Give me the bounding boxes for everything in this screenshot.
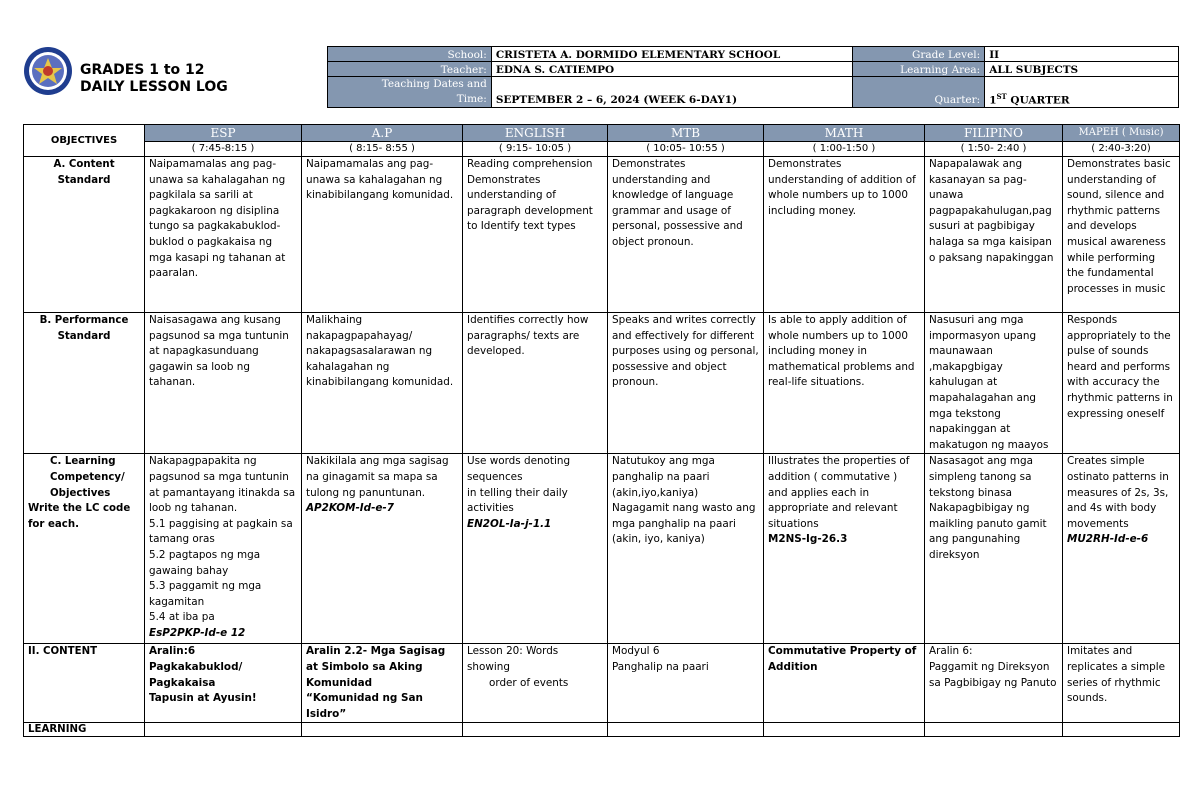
teacher-label: Teacher: (328, 62, 492, 77)
content-standard-mapeh: Demonstrates basic understanding of sound, silence and rhythmic patterns and develops musical awareness while performing the fundamental processes in music (1063, 157, 1180, 313)
learning-english (463, 723, 608, 737)
lc-code-esp: EsP2PKP-Id-e 12 (149, 626, 246, 639)
performance-standard-ap: Malikhaing nakapagpapahayag/ nakapagsasalarawan ng kahalagahan ng kinabibilangang komunidad. (302, 313, 463, 454)
performance-standard-mtb: Speaks and writes correctly and effectively for different purposes using og personal, possessive and object pronoun. (608, 313, 764, 454)
performance-standard-english: Identifies correctly how paragraphs/ texts are developed. (463, 313, 608, 454)
learning-mapeh (1063, 723, 1180, 737)
document-title (80, 62, 228, 96)
content-filipino: Aralin 6: Paggamit ng Direksyon sa Pagbibigay ng Panuto (925, 644, 1063, 723)
performance-standard-filipino: Nasusuri ang mga impormasyon upang maunawaan ,makapgbigay kahulugan at mapahalagahan ang mga tekstong napakinggan at makatugon ng maayos (925, 313, 1063, 454)
grade-level-value: II (985, 47, 1179, 62)
content-standard-filipino: Napapalawak ang kasanayan sa pag-unawa pagpapakahulugan,pag susuri at pagbibigay halaga sa mga kaisipan o paksang napakinggan (925, 157, 1063, 313)
competency-filipino: Nasasagot ang mga simpleng tanong sa tekstong binasa Nakapagbibigay ng maikling panuto gamit ang pangunahing direksyon (925, 454, 1063, 644)
deped-seal-logo (23, 44, 73, 102)
content-mtb: Modyul 6 Panghalip na paari (608, 644, 764, 723)
content-standard-label: A. Content Standard (24, 157, 145, 313)
content-standard-ap: Naipamamalas ang pag-unawa sa kahalagahan ng kinabibilangang komunidad. (302, 157, 463, 313)
performance-standard-esp: Naisasagawa ang kusang pagsunod sa mga tuntunin at napagkasunduang gagawin sa loob ng tahanan. (145, 313, 302, 454)
competency-math: Illustrates the properties of addition ( commutative ) and applies each in appropriate and relevant situations M2NS-Ig-26.3 (764, 454, 925, 644)
learning-mtb (608, 723, 764, 737)
subject-mapeh: MAPEH ( Music) (1063, 125, 1180, 142)
title-line-1: GRADES 1 to 12 (80, 62, 205, 78)
time-mapeh: ( 2:40-3:20) (1063, 142, 1180, 157)
content-esp: Aralin:6 Pagkakabuklod/ Pagkakaisa Tapusin at Ayusin! (145, 644, 302, 723)
learning-competency-label: C. Learning Competency/ Objectives Write the LC code for each. (24, 454, 145, 644)
performance-standard-math: Is able to apply addition of whole numbers up to 1000 including money in mathematical problems and real-life situations. (764, 313, 925, 454)
teacher-value: EDNA S. CATIEMPO (491, 62, 853, 77)
competency-mapeh: Creates simple ostinato patterns in measures of 2s, 3s, and 4s with body movements MU2RH-Id-e-6 (1063, 454, 1180, 644)
content-standard-english: Reading comprehension Demonstrates understanding of paragraph development to Identify text types (463, 157, 608, 313)
subject-ap: A.P (302, 125, 463, 142)
time-math: ( 1:00-1:50 ) (764, 142, 925, 157)
competency-english: Use words denoting sequences in telling their daily activities EN2OL-Ia-j-1.1 (463, 454, 608, 644)
time-filipino: ( 1:50- 2:40 ) (925, 142, 1063, 157)
learning-esp (145, 723, 302, 737)
content-ap: Aralin 2.2- Mga Sagisag at Simbolo sa Aking Komunidad “Komunidad ng San Isidro” (302, 644, 463, 723)
learning-label: LEARNING (24, 723, 145, 737)
performance-standard-mapeh: Responds appropriately to the pulse of sounds heard and performs with accuracy the rhythmic patterns in expressing oneself (1063, 313, 1180, 454)
subject-math: MATH (764, 125, 925, 142)
teaching-dates-label: Teaching Dates and Time: (328, 77, 492, 108)
content-standard-esp: Naipamamalas ang pag-unawa sa kahalagahan ng pagkilala sa sarili at pagkakaroon ng disiplina tungo sa pagkakabuklod-buklod o pagkakaisa ng mga kasapi ng tahanan at paaralan. (145, 157, 302, 313)
lc-code-english: EN2OL-Ia-j-1.1 (467, 517, 552, 530)
content-standard-mtb: Demonstrates understanding and knowledge of language grammar and usage of personal, possessive and object pronoun. (608, 157, 764, 313)
learning-filipino (925, 723, 1063, 737)
time-english: ( 9:15- 10:05 ) (463, 142, 608, 157)
grade-level-label: Grade Level: (853, 47, 985, 62)
quarter-label: Quarter: (853, 77, 985, 108)
competency-ap: Nakikilala ang mga sagisag na ginagamit sa mapa sa tulong ng panuntunan. AP2KOM-Id-e-7 (302, 454, 463, 644)
performance-standard-label: B. Performance Standard (24, 313, 145, 454)
school-value: CRISTETA A. DORMIDO ELEMENTARY SCHOOL (491, 47, 853, 62)
lc-code-math: M2NS-Ig-26.3 (768, 533, 848, 546)
lesson-log-table (23, 124, 1180, 737)
content-label: II. CONTENT (24, 644, 145, 723)
school-label: School: (328, 47, 492, 62)
learning-math (764, 723, 925, 737)
time-esp: ( 7:45-8:15 ) (145, 142, 302, 157)
content-math: Commutative Property of Addition (764, 644, 925, 723)
learning-area-label: Learning Area: (853, 62, 985, 77)
learning-area-value: ALL SUBJECTS (985, 62, 1179, 77)
objectives-header: OBJECTIVES (24, 125, 145, 157)
quarter-value: 1ST QUARTER (985, 77, 1179, 108)
content-english: Lesson 20: Words showing order of events (463, 644, 608, 723)
subject-english: ENGLISH (463, 125, 608, 142)
teaching-dates-value: SEPTEMBER 2 – 6, 2024 (WEEK 6-DAY1) (491, 77, 853, 108)
lc-code-mapeh: MU2RH-Id-e-6 (1067, 533, 1149, 546)
competency-mtb: Natutukoy ang mga panghalip na paari (akin,iyo,kaniya) Nagagamit nang wasto ang mga panghalip na paari (akin, iyo, kaniya) (608, 454, 764, 644)
lc-code-ap: AP2KOM-Id-e-7 (306, 502, 394, 515)
learning-ap (302, 723, 463, 737)
competency-esp: Nakapagpapakita ng pagsunod sa mga tuntunin at pamantayang itinakda sa loob ng tahanan. 5.1 paggising at pagkain sa tamang oras 5.2 pagtapos ng mga gawaing bahay 5.3 paggamit ng mga kagamitan 5.4 at iba pa EsP2PKP-Id-e 12 (145, 454, 302, 644)
time-ap: ( 8:15- 8:55 ) (302, 142, 463, 157)
time-mtb: ( 10:05- 10:55 ) (608, 142, 764, 157)
content-standard-math: Demonstrates understanding of addition of whole numbers up to 1000 including money. (764, 157, 925, 313)
title-line-2: DAILY LESSON LOG (80, 79, 228, 95)
content-mapeh: Imitates and replicates a simple series of rhythmic sounds. (1063, 644, 1180, 723)
subject-mtb: MTB (608, 125, 764, 142)
header-info-table (327, 46, 1179, 108)
subject-esp: ESP (145, 125, 302, 142)
subject-filipino: FILIPINO (925, 125, 1063, 142)
